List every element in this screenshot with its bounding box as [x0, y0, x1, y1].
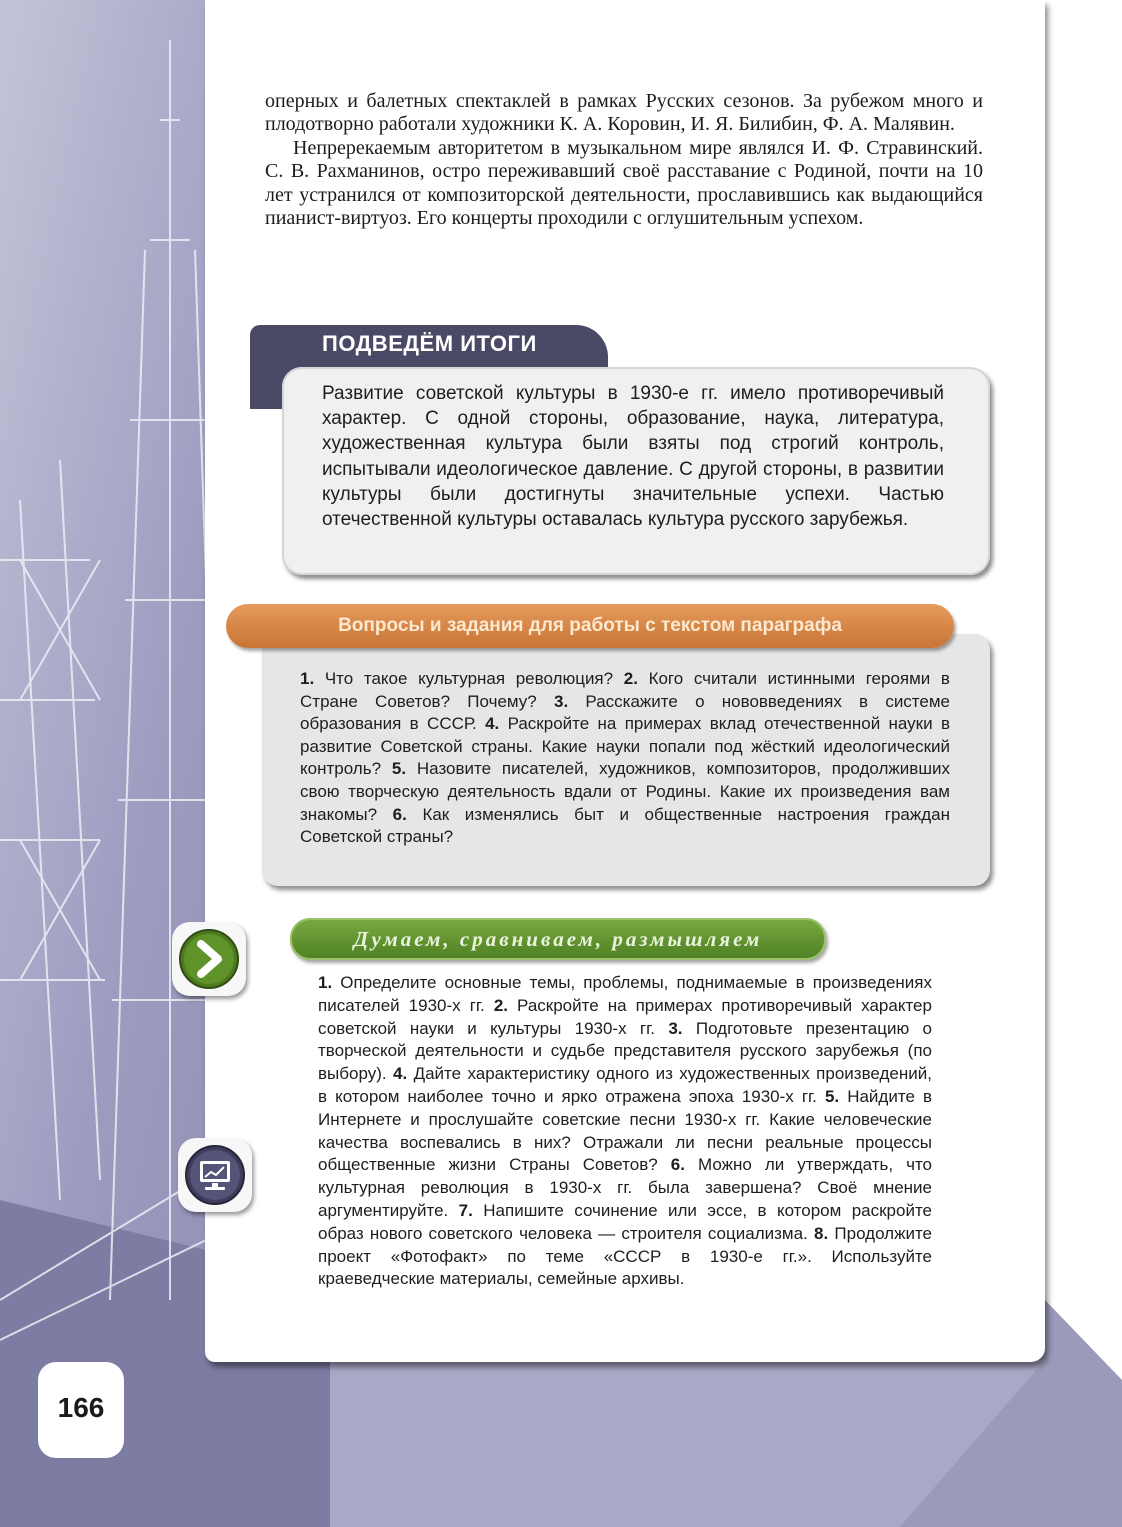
task-text: Найдите в Интернете и прослушайте советские песни 1930-х гг. Какие человеческие качества воспевались в них? Отражали ли песни реальные процессы общественные жизни Страны Советов? [318, 1086, 932, 1175]
chevron-right-icon-graphic [172, 922, 246, 996]
task-number: 6. [670, 1155, 685, 1175]
question-text: Назовите писателей, художников, композиторов, продолживших свою творческую деятельность вдали от Родины. Какие их произведения вам знакомы? [300, 759, 950, 824]
task-text: Напишите сочинение или эссе, в котором раскройте образ нового советского человека — строителя социализма. [318, 1200, 933, 1243]
question-number: 5. [391, 759, 407, 779]
questions-list [300, 668, 950, 849]
task-number: 1. [318, 973, 333, 992]
think-title: Думаем, сравниваем, размышляем [353, 927, 763, 951]
question-text: Раскройте на примерах вклад отечественной науки в развитие Советской страны. Какие науки попали под жёсткий идеологический контроль? [300, 714, 950, 779]
think-list [318, 972, 932, 1291]
task-text: Раскройте на примерах противоречивый характер советской науки и культуры 1930-х гг. [318, 995, 932, 1038]
question-number: 4. [485, 714, 500, 734]
task-number: 3. [668, 1018, 683, 1038]
task-text: Можно ли утверждать, что культурная революция в 1930-х гг. была завершена? Своё мнение аргументируйте. [318, 1155, 933, 1220]
question-text: Расскажите о нововведениях в системе образования в СССР. [300, 691, 951, 734]
question-text: Кого считали истинными героями в Стране Советов? Почему? [300, 669, 950, 711]
task-number: 5. [824, 1086, 840, 1106]
page-number: 166 [57, 1392, 105, 1423]
question-number: 1. [300, 669, 315, 688]
question-number: 2. [623, 669, 638, 688]
body-text [265, 90, 983, 230]
task-text: Дайте характеристику одного из художественных произведений, в котором наиболее точно и ярко отражена эпоха 1930-х гг. [318, 1064, 932, 1106]
questions-title: Вопросы и задания для работы с текстом параграфа [338, 615, 842, 636]
task-text: Продолжите проект «Фотофакт» по теме «СССР в 1930-е гг.». Используйте краеведческие материалы, семейные архивы. [318, 1223, 932, 1289]
body-paragraph: оперных и балетных спектаклей в рамках Русских сезонов. За рубежом много и плодотворно работали художники К. А. Коровин, И. Я. Билибин, Ф. А. Малявин. [265, 90, 983, 136]
task-number: 2. [493, 995, 508, 1015]
chevron-right-icon[interactable] [172, 922, 246, 996]
monitor-icon[interactable] [178, 1138, 252, 1212]
question-number: 3. [553, 691, 569, 711]
summary-title: ПОДВЕДЁМ ИТОГИ [322, 331, 537, 356]
task-number: 4. [392, 1064, 408, 1084]
question-text: Как изменялись быт и общественные настроения граждан Советской страны? [300, 804, 950, 847]
question-text: Что такое культурная революция? [324, 669, 614, 688]
task-number: 8. [814, 1223, 829, 1243]
question-number: 6. [392, 804, 407, 824]
task-number: 7. [458, 1200, 473, 1220]
summary-text: Развитие советской культуры в 1930-е гг. имело противоречивый характер. С одной стороны, образование, наука, литература, художественная культура были взяты под строгий контроль, испытывали идеологическое давление. С другой стороны, в развитии культуры были достигнуты значительные успехи. Частью отечественной культуры оставалась культура русского зарубежья. [322, 383, 944, 531]
monitor-icon-graphic [178, 1138, 252, 1212]
task-text: Подготовьте презентацию о творческой деятельности и судьбе представителя русского зарубежья (по выбору). [318, 1018, 932, 1084]
task-text: Определите основные темы, проблемы, поднимаемые в произведениях писателей 1930-х гг. [318, 973, 932, 1015]
body-paragraph: Непререкаемым авторитетом в музыкальном мире являлся И. Ф. Стравинский. С. В. Рахманинов, остро переживавший своё расставание с Родиной, почти на 10 лет устранился от композиторской деятельности, прославившись как выдающийся пианист-виртуоз. Его концерты проходили с оглушительным успехом. [265, 136, 983, 230]
